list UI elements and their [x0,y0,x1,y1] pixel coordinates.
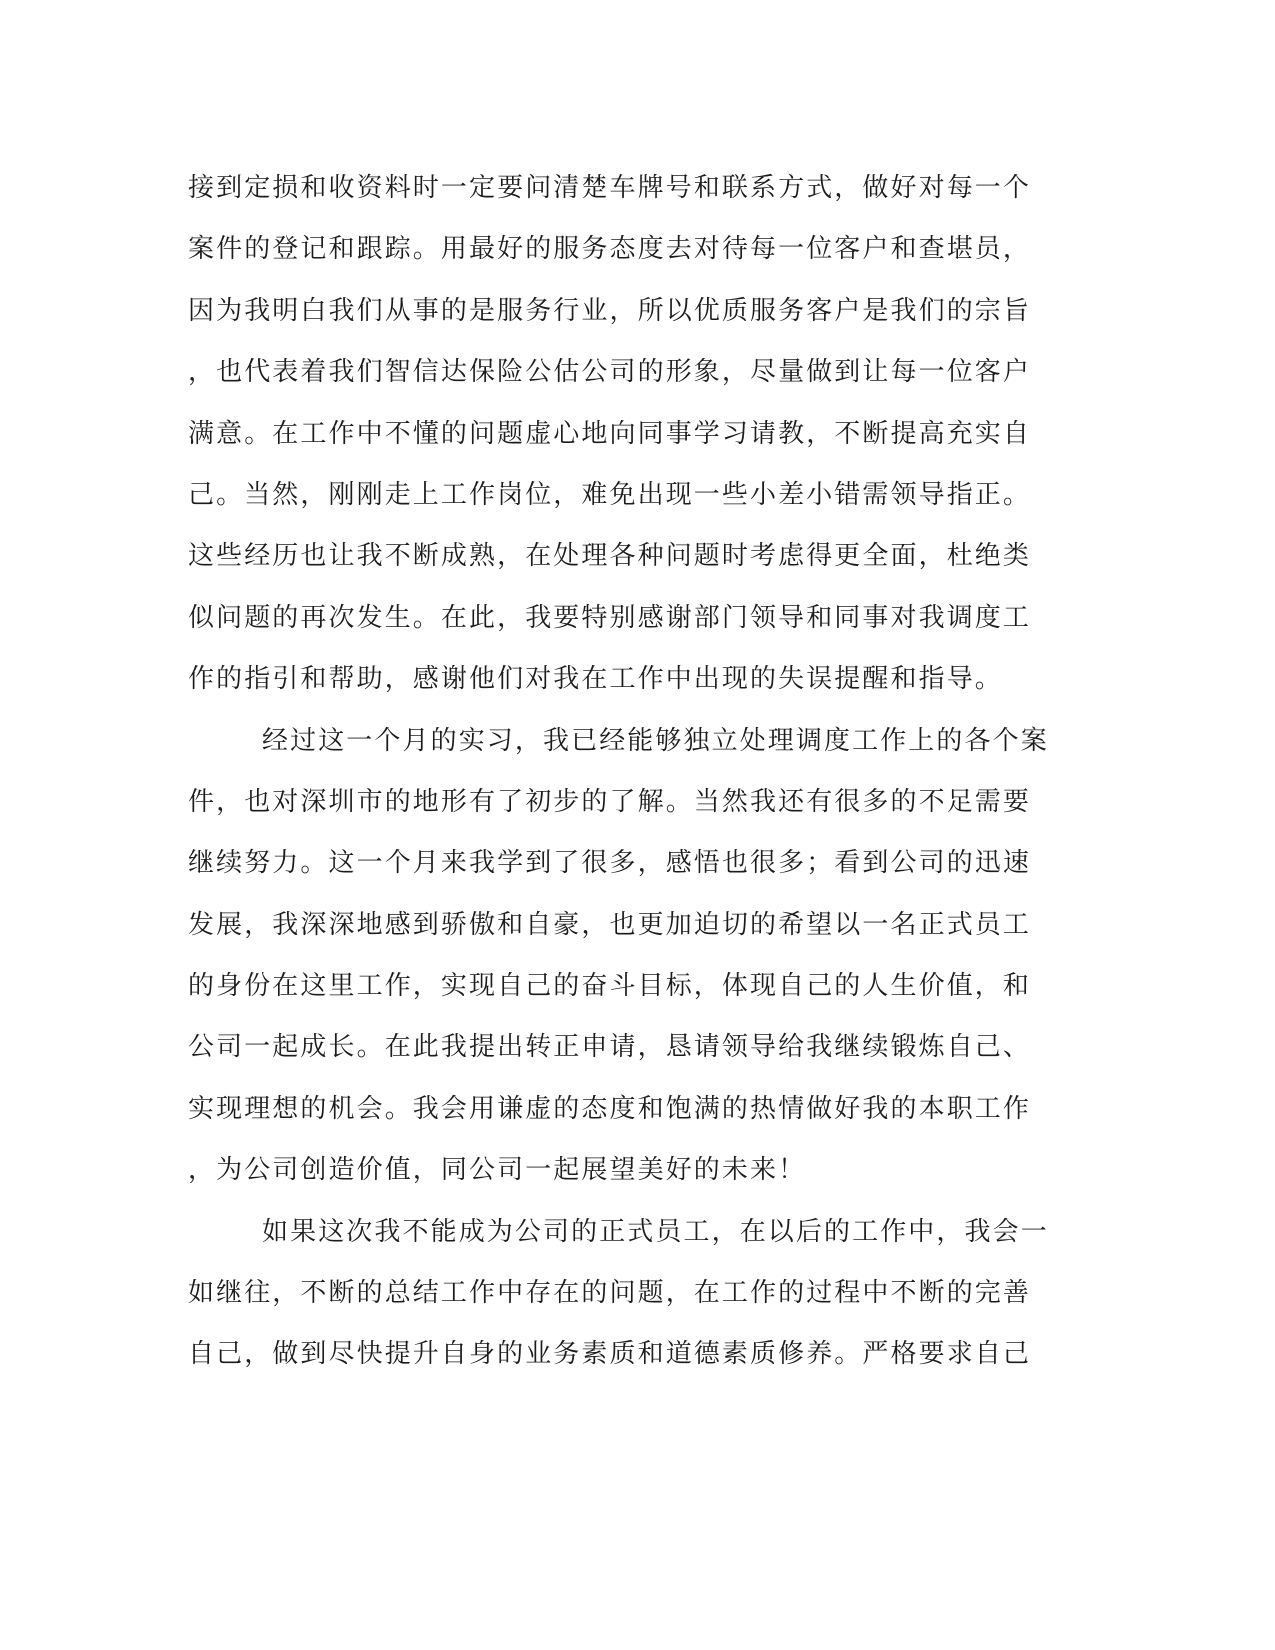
text-line: 公司一起成长。在此我提出转正申请，恳请领导给我继续锻炼自己、 [188,1032,1032,1063]
text-line: 件，也对深圳市的地形有了初步的了解。当然我还有很多的不足需要 [188,786,1032,817]
text-line: 因为我明白我们从事的是服务行业，所以优质服务客户是我们的宗旨 [188,295,1032,326]
text-line: 如继往，不断的总结工作中存在的问题，在工作的过程中不断的完善 [188,1278,1032,1309]
text-line: 继续努力。这一个月来我学到了很多，感悟也很多；看到公司的迅速 [188,848,1032,879]
text-line: 这些经历也让我不断成熟，在处理各种问题时考虑得更全面，杜绝类 [188,541,1032,572]
text-line: 似问题的再次发生。在此，我要特别感谢部门领导和同事对我调度工 [188,602,1032,633]
text-line: 满意。在工作中不懂的问题虚心地向同事学习请教，不断提高充实自 [188,418,1032,449]
text-line: 实现理想的机会。我会用谦虚的态度和饱满的热情做好我的本职工作 [188,1093,1032,1124]
paragraph-first-line: 如果这次我不能成为公司的正式员工，在以后的工作中，我会一 [262,1216,1049,1247]
paragraph-first-line: 经过这一个月的实习，我已经能够独立处理调度工作上的各个案 [262,725,1049,756]
text-line: 己。当然，刚刚走上工作岗位，难免出现一些小差小错需领导指正。 [188,479,1032,510]
text-line: 案件的登记和跟踪。用最好的服务态度去对待每一位客户和查堪员， [188,234,1032,265]
text-line: 自己，做到尽快提升自身的业务素质和道德素质修养。严格要求自己 [188,1339,1032,1370]
body-text [188,158,1068,1386]
text-line: 接到定损和收资料时一定要问清楚车牌号和联系方式，做好对每一个 [188,173,1032,203]
text-line: 发展，我深深地感到骄傲和自豪，也更加迫切的希望以一名正式员工 [188,909,1032,940]
text-line: ，也代表着我们智信达保险公估公司的形象，尽量做到让每一位客户 [188,357,1032,388]
text-line: 作的指引和帮助，感谢他们对我在工作中出现的失误提醒和指导。 [188,664,1003,695]
text-line: 的身份在这里工作，实现自己的奋斗目标，体现自己的人生价值，和 [188,971,1032,1002]
text-line: ，为公司创造价值，同公司一起展望美好的未来！ [188,1155,807,1186]
